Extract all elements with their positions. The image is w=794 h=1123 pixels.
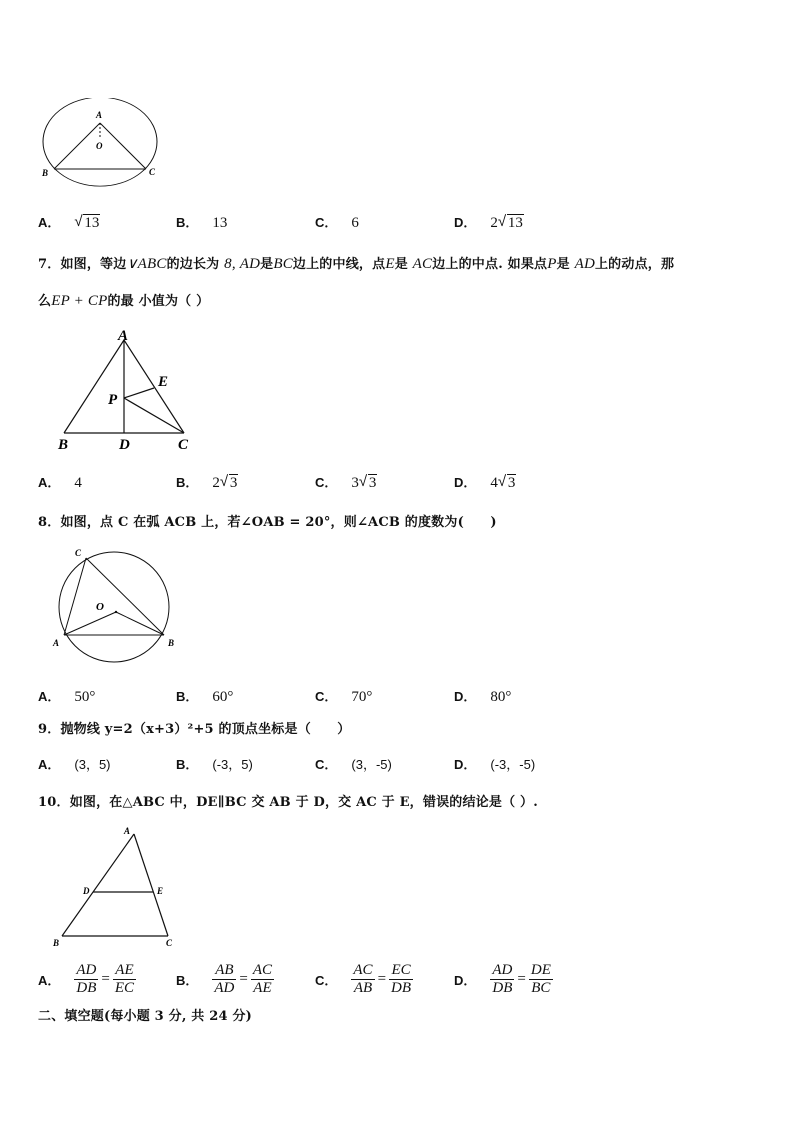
q8-option-d[interactable]: D． 80°: [454, 689, 512, 705]
side-ab: [64, 340, 124, 433]
q6-option-c[interactable]: C． 6: [315, 215, 359, 231]
q7-figure: [52, 328, 202, 452]
q6-figure: [36, 98, 168, 188]
q7-question-line2: 么EP + CP的最 小值为（ ）: [38, 293, 210, 309]
radius-oa: [64, 612, 116, 635]
q9-option-b[interactable]: B． (-3，5): [176, 757, 253, 772]
q10-figure: [48, 822, 188, 950]
q8-option-a[interactable]: A． 50°: [38, 689, 96, 705]
label-c: C: [178, 437, 189, 452]
side-ac: [134, 834, 168, 936]
q8-option-b[interactable]: B． 60°: [176, 689, 234, 705]
q6-option-b[interactable]: B． 13: [176, 215, 228, 231]
radius-ob: [116, 612, 164, 635]
q6-option-d[interactable]: D． 2 √ 13: [454, 213, 523, 231]
circle: [59, 552, 169, 662]
section-heading-fill-in: 二、填空题(每小题 3 分, 共 24 分): [38, 1009, 252, 1024]
q10-question: 10．如图，在△ABC 中，DE∥BC 交 AB 于 D，交 AC 于 E，错误的结论是（ ）.: [38, 795, 538, 810]
q8-question: 8．如图，点 C 在弧 ACB 上，若∠OAB = 20°，则∠ACB 的度数为( ): [38, 515, 497, 530]
label-a: A: [124, 826, 131, 836]
q10-option-c[interactable]: C． $\frac{AC}{AB}$ = $\frac{EC}{DB}$: [315, 962, 412, 996]
q8-option-c[interactable]: C． 70°: [315, 689, 373, 705]
q7-option-b[interactable]: B． 2 √ 3: [176, 473, 238, 491]
segment-ab: [54, 123, 100, 169]
q10-option-d[interactable]: D． $\frac{AD}{DB}$ = $\frac{DE}{BC}$: [454, 962, 551, 996]
label-d: D: [83, 886, 90, 896]
label-e: E: [158, 374, 169, 390]
label-a: A: [53, 638, 60, 648]
label-a: A: [96, 110, 103, 120]
label-a: A: [118, 328, 129, 344]
q6-option-a[interactable]: A． √ 13: [38, 213, 100, 231]
q8-figure: [48, 544, 188, 669]
chord-ca: [64, 558, 86, 635]
label-d: D: [119, 437, 130, 452]
label-b: B: [53, 938, 60, 948]
q7-option-c[interactable]: C． 3 √ 3: [315, 473, 377, 491]
q7-option-a[interactable]: A． 4: [38, 475, 82, 491]
q7-option-d[interactable]: D． 4 √ 3: [454, 473, 516, 491]
label-o: O: [96, 141, 103, 151]
q7-question-line1: 7．如图，等边∨ABC的边长为 8, AD是BC边上的中线，点E是 AC边上的中点. 如果点P是 AD上的动点，那: [38, 256, 675, 272]
label-c: C: [166, 938, 173, 948]
side-ac: [124, 340, 184, 433]
side-ab: [62, 834, 134, 936]
label-c: C: [75, 548, 82, 558]
q9-option-d[interactable]: D． (-3，-5): [454, 757, 536, 772]
q9-option-c[interactable]: C． (3，-5): [315, 757, 392, 772]
label-b: B: [42, 168, 49, 178]
segment-pe: [124, 388, 154, 398]
center-point: [115, 611, 117, 613]
label-p: P: [108, 392, 118, 408]
segment-ac: [100, 123, 146, 169]
label-o: O: [96, 601, 104, 613]
q9-question: 9．抛物线 y=2（x+3）²+5 的顶点坐标是（ ）: [38, 722, 351, 737]
label-c: C: [149, 167, 156, 177]
chord-cb: [86, 558, 164, 635]
q9-option-a[interactable]: A． (3，5): [38, 757, 111, 772]
label-b: B: [58, 437, 69, 452]
segment-pc: [124, 398, 184, 433]
q10-option-a[interactable]: A． $\frac{AD}{DB}$ = $\frac{AE}{EC}$: [38, 962, 135, 996]
label-e: E: [157, 886, 164, 896]
label-b: B: [168, 638, 175, 648]
q10-option-b[interactable]: B． $\frac{AB}{AD}$ = $\frac{AC}{AE}$: [176, 962, 273, 996]
